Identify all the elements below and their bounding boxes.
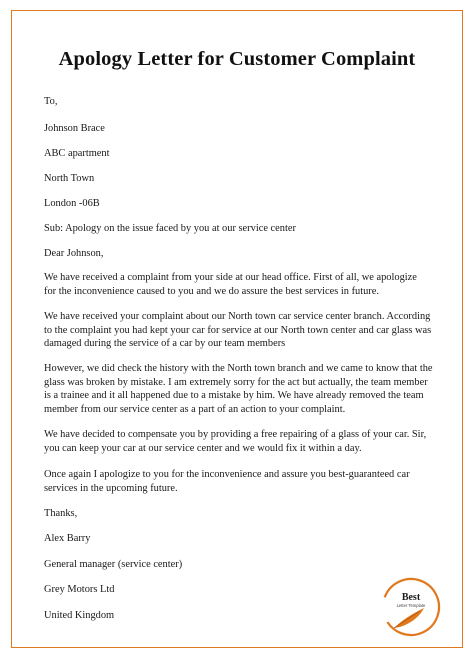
paragraph-line: We have received your complaint about our North town car service center branch. According xyxy=(44,311,431,322)
paragraph-line: services in the upcoming future. xyxy=(44,482,178,494)
recipient-name: Johnson Brace xyxy=(44,123,105,134)
recipient-to: To, xyxy=(44,96,58,107)
paragraph-line: to the complaint you had kept your car for service at our North town center and car glass was xyxy=(44,324,432,336)
paragraph-4 xyxy=(44,428,439,455)
signer-name: Alex Barry xyxy=(44,533,91,544)
signer-country: United Kingdom xyxy=(44,610,115,621)
paragraph-line: is a trainee and it all happened due to a mistake by him. We have already removed the team xyxy=(44,390,424,402)
best-letter-template-logo xyxy=(380,576,442,638)
letter-title: Apology Letter for Customer Complaint xyxy=(58,48,416,70)
paragraph-line: for the inconvenience caused to you and we do assure the best services in future. xyxy=(44,285,379,297)
subject-line: Sub: Apology on the issue faced by you at our service center xyxy=(44,223,296,234)
recipient-address-line2: North Town xyxy=(44,173,95,184)
paragraph-line: you can keep your car at our service center and we would fix it within a day. xyxy=(44,442,362,454)
paragraph-1 xyxy=(44,271,439,298)
recipient-address-line3: London -06B xyxy=(44,198,100,209)
paragraph-line: member from our service center as a part of an action to your complaint. xyxy=(44,403,346,415)
signer-position: General manager (service center) xyxy=(44,559,183,570)
paragraph-3 xyxy=(44,362,439,416)
paragraph-line: We have received a complaint from your side at our head office. First of all, we apologize xyxy=(44,272,417,283)
paragraph-line: However, we did check the history with the North town branch and we came to know that the xyxy=(44,363,433,374)
salutation: Dear Johnson, xyxy=(44,248,104,259)
closing-thanks: Thanks, xyxy=(44,508,78,519)
paragraph-line: Once again I apologize to you for the inconvenience and assure you best-guaranteed car xyxy=(44,469,410,480)
logo-word: Best xyxy=(401,592,421,603)
paragraph-2 xyxy=(44,310,439,351)
paragraph-line: glass was broken by mistake. I am extremely sorry for the act but actually, the team member xyxy=(44,376,428,388)
paragraph-5 xyxy=(44,468,439,495)
logo-tagline: Letter Template xyxy=(396,603,426,608)
recipient-address-line1: ABC apartment xyxy=(44,148,110,159)
signer-company: Grey Motors Ltd xyxy=(44,584,115,595)
paragraph-line: We have decided to compensate you by providing a free repairing of a glass of your car. Sir, xyxy=(44,429,427,440)
feather-icon xyxy=(394,608,424,628)
paragraph-line: damaged during the service of a car by our team members xyxy=(44,338,286,350)
